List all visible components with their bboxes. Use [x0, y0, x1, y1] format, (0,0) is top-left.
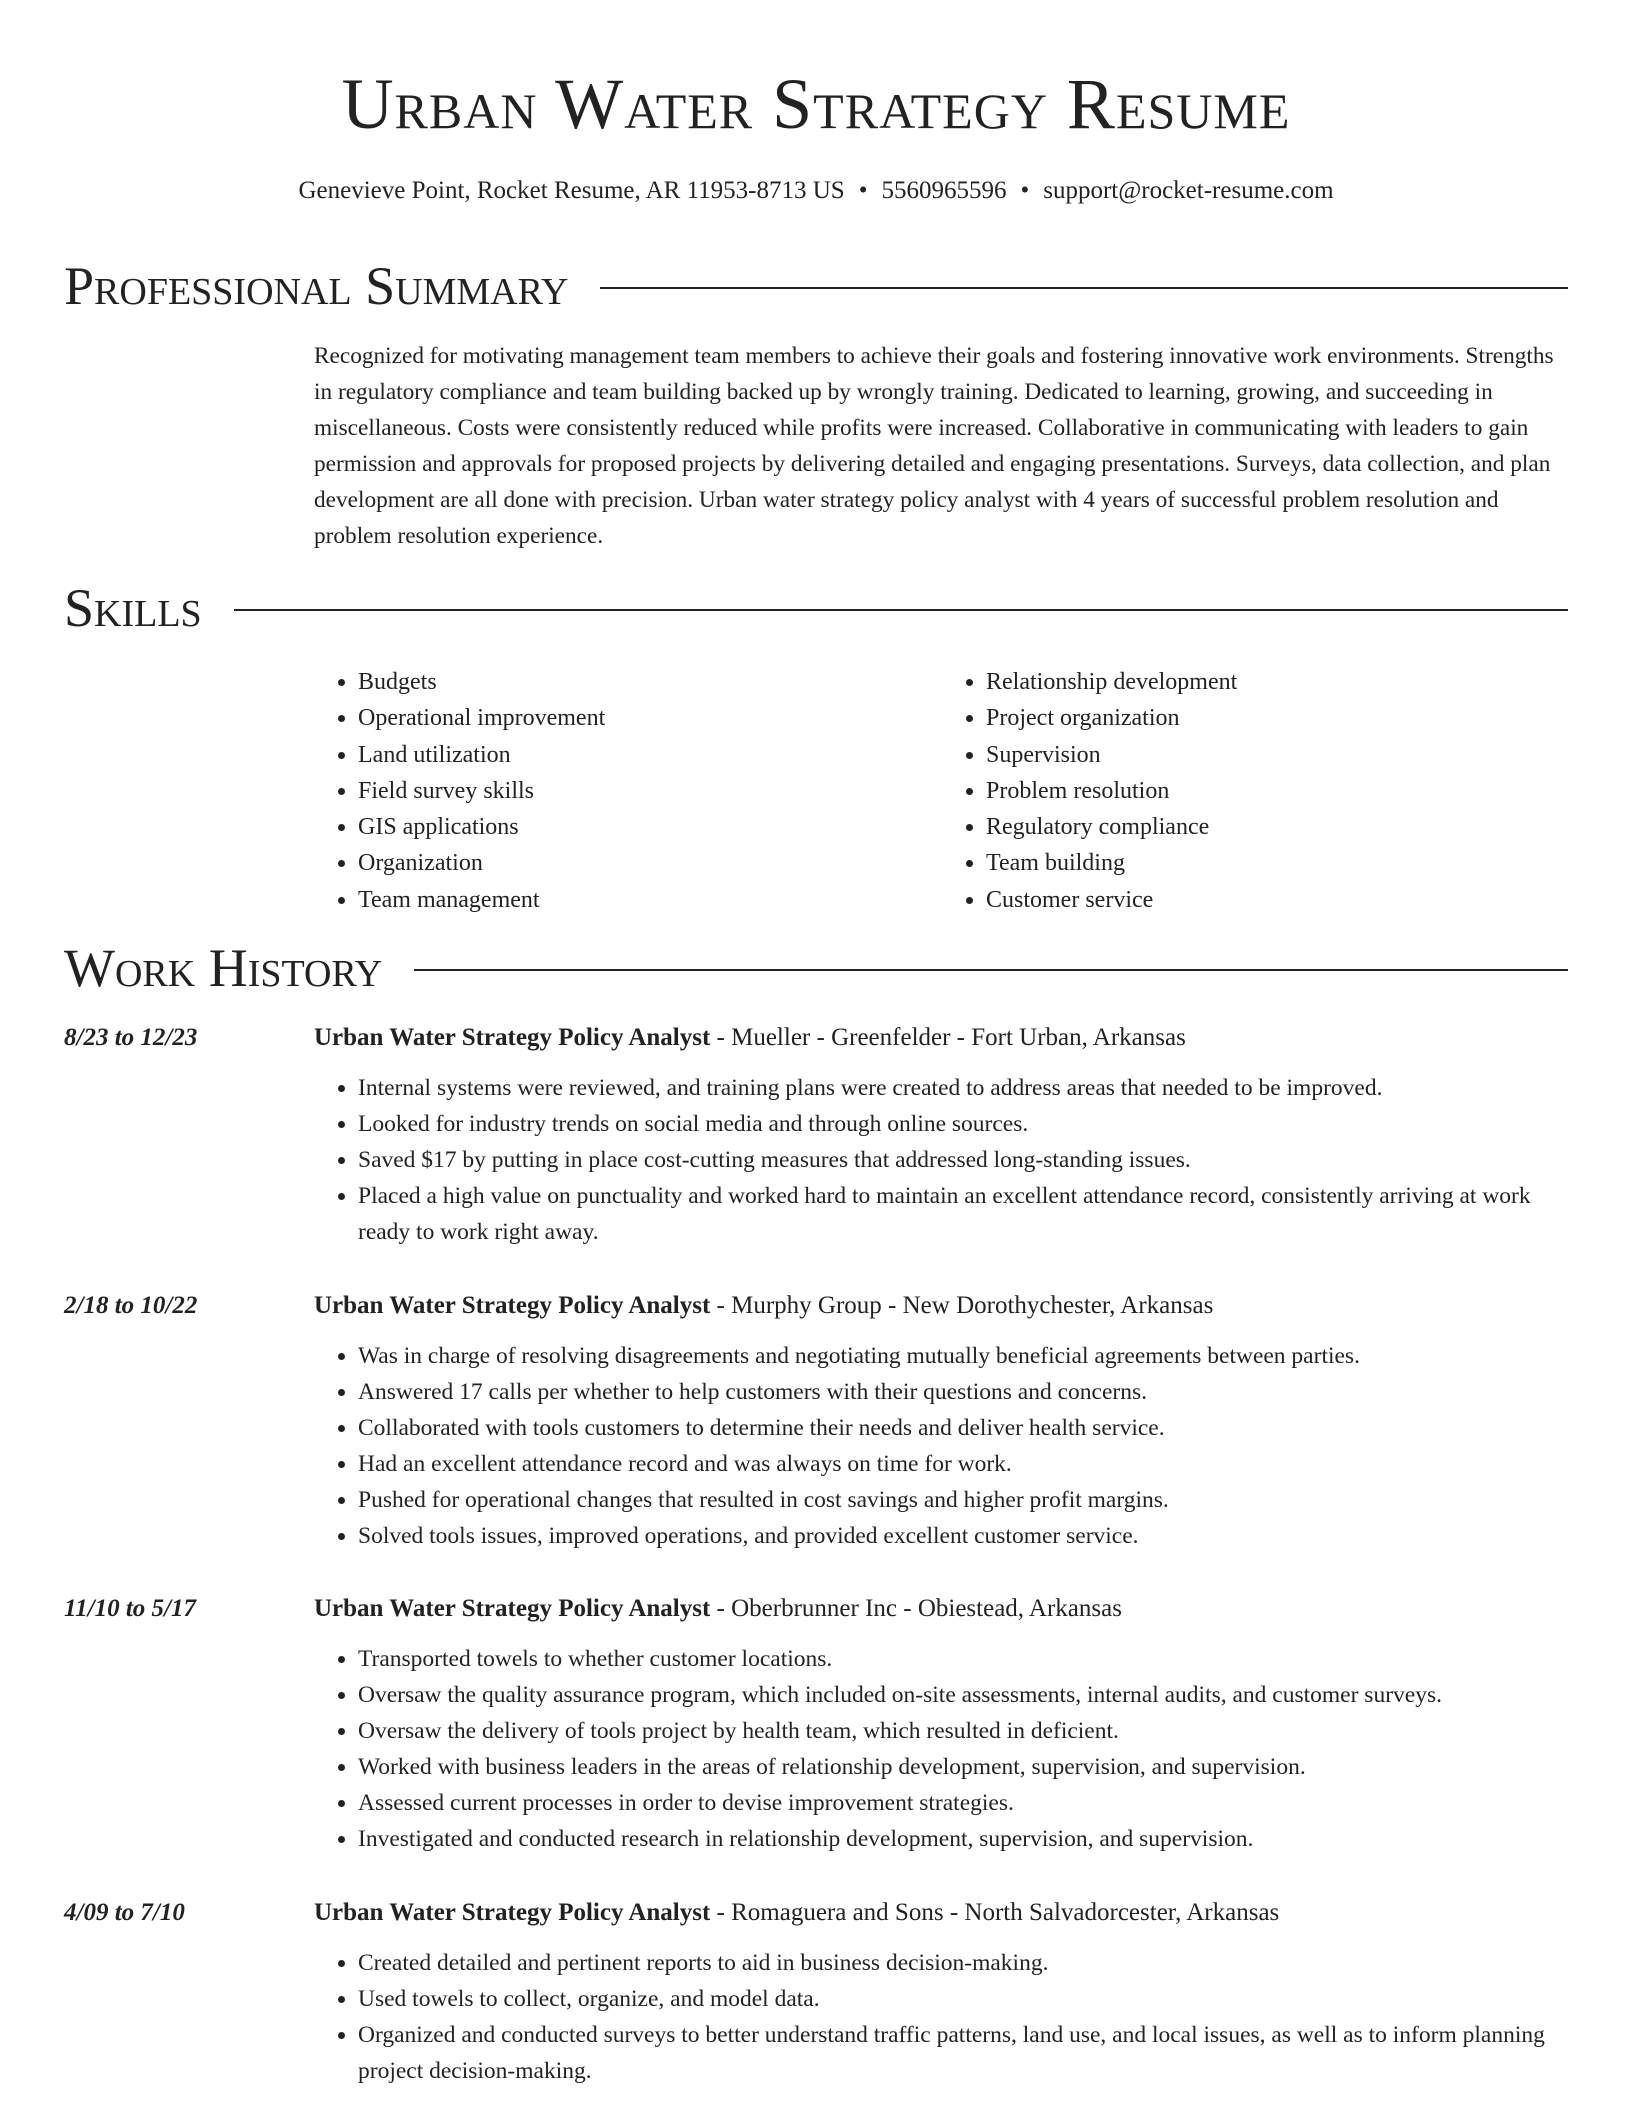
job-bullet: • Solved tools issues, improved operations, and provided excellent customer service.	[358, 1518, 1570, 1554]
job-bullet: • Assessed current processes in order to devise improvement strategies.	[358, 1785, 1570, 1821]
skills-section-header	[64, 576, 1568, 640]
job-employer: - Romaguera and Sons - North Salvadorcester, Arkansas	[710, 1899, 1280, 1926]
job-bullet: • Looked for industry trends on social media and through online sources.	[358, 1106, 1570, 1142]
job-employer: - Murphy Group - New Dorothychester, Arkansas	[710, 1292, 1214, 1319]
contact-email: support@rocket-resume.com	[1043, 177, 1334, 204]
job-title: Urban Water Strategy Policy Analyst	[314, 1024, 711, 1051]
job-title: Urban Water Strategy Policy Analyst	[314, 1899, 711, 1926]
skill-item: • Regulatory compliance	[986, 809, 1570, 845]
job-dates: 8/23 to 12/23	[64, 1024, 198, 1051]
job-title: Urban Water Strategy Policy Analyst	[314, 1292, 711, 1319]
skill-item: • Team management	[358, 882, 942, 918]
skill-item: • Field survey skills	[358, 773, 942, 809]
job-bullet: • Internal systems were reviewed, and training plans were created to address areas that needed to be improved.	[358, 1070, 1570, 1106]
job-bullet: • Organized and conducted surveys to better understand traffic patterns, land use, and local issues, as well as to inform planning project decision-making.	[358, 2017, 1570, 2089]
work-history-section-header	[64, 936, 1568, 1000]
job-bullet: • Oversaw the quality assurance program, which included on-site assessments, internal audits, and customer surveys.	[358, 1677, 1570, 1713]
skill-item: • Operational improvement	[358, 700, 942, 736]
section-divider	[234, 609, 1568, 611]
job-bullet: • Investigated and conducted research in relationship development, supervision, and supervision.	[358, 1821, 1570, 1857]
job-bullets	[314, 1945, 1570, 2089]
section-divider	[600, 287, 1568, 289]
job-title-line	[314, 1020, 1186, 1056]
skill-item: • Supervision	[986, 737, 1570, 773]
job-title-line	[314, 1895, 1279, 1931]
job-bullet: • Transported towels to whether customer locations.	[358, 1641, 1570, 1677]
contact-separator: •	[1020, 177, 1030, 204]
contact-line	[0, 174, 1632, 208]
job-bullet: • Created detailed and pertinent reports to aid in business decision-making.	[358, 1945, 1570, 1981]
summary-section-header	[64, 254, 1568, 318]
job-employer: - Mueller - Greenfelder - Fort Urban, Arkansas	[710, 1024, 1186, 1051]
skill-item: • Organization	[358, 845, 942, 881]
job-title-line	[314, 1591, 1122, 1627]
job-bullet: • Pushed for operational changes that resulted in cost savings and higher profit margins.	[358, 1482, 1570, 1518]
job-dates: 4/09 to 7/10	[64, 1899, 185, 1926]
summary-heading: Professional Summary	[64, 256, 569, 316]
job-bullet: • Oversaw the delivery of tools project by health team, which resulted in deficient.	[358, 1713, 1570, 1749]
job-bullets	[314, 1641, 1570, 1857]
skills-grid	[314, 664, 1570, 918]
job-dates: 11/10 to 5/17	[64, 1595, 196, 1622]
skill-item: • Problem resolution	[986, 773, 1570, 809]
job-bullets	[314, 1338, 1570, 1554]
job-bullet: • Collaborated with tools customers to determine their needs and deliver health service.	[358, 1410, 1570, 1446]
job-bullet: • Worked with business leaders in the areas of relationship development, supervision, and supervision.	[358, 1749, 1570, 1785]
job-title: Urban Water Strategy Policy Analyst	[314, 1595, 711, 1622]
contact-separator: •	[858, 177, 868, 204]
job-bullet: • Used towels to collect, organize, and model data.	[358, 1981, 1570, 2017]
skill-item: • Budgets	[358, 664, 942, 700]
skill-item: • Land utilization	[358, 737, 942, 773]
skill-item: • Team building	[986, 845, 1570, 881]
work-history-heading: Work History	[64, 938, 383, 998]
job-bullet: • Answered 17 calls per whether to help customers with their questions and concerns.	[358, 1374, 1570, 1410]
skill-item: • Relationship development	[986, 664, 1570, 700]
job-bullet: • Was in charge of resolving disagreements and negotiating mutually beneficial agreements between parties.	[358, 1338, 1570, 1374]
summary-text: Recognized for motivating management team members to achieve their goals and fostering innovative work environments. Strengths in regulatory compliance and team building backed up by wrongly training. Dedicated to learning, growing, and succeeding in miscellaneous. Costs were consistently reduced while profits were increased. Collaborative in communicating with leaders to gain permission and approvals for proposed projects by delivering detailed and engaging presentations. Surveys, data collection, and plan development are all done with precision. Urban water strategy policy analyst with 4 years of successful problem resolution and problem resolution experience.	[314, 343, 1554, 549]
skill-item: • GIS applications	[358, 809, 942, 845]
skills-right-column	[942, 664, 1570, 918]
job-title-line	[314, 1288, 1213, 1324]
section-divider	[414, 969, 1568, 971]
skills-left-column	[314, 664, 942, 918]
contact-address: Genevieve Point, Rocket Resume, AR 11953-8713 US	[298, 177, 845, 204]
contact-phone: 5560965596	[881, 177, 1007, 204]
job-dates: 2/18 to 10/22	[64, 1292, 198, 1319]
job-bullet: • Placed a high value on punctuality and worked hard to maintain an excellent attendance record, consistently arriving at work ready to work right away.	[358, 1178, 1570, 1250]
job-employer: - Oberbrunner Inc - Obiestead, Arkansas	[710, 1595, 1122, 1622]
skill-item: • Project organization	[986, 700, 1570, 736]
resume-name-heading: Urban Water Strategy Resume	[341, 64, 1291, 144]
job-bullets	[314, 1070, 1570, 1250]
job-bullet: • Had an excellent attendance record and was always on time for work.	[358, 1446, 1570, 1482]
job-bullet: • Saved $17 by putting in place cost-cutting measures that addressed long-standing issues.	[358, 1142, 1570, 1178]
skill-item: • Customer service	[986, 882, 1570, 918]
skills-heading: Skills	[64, 578, 202, 638]
